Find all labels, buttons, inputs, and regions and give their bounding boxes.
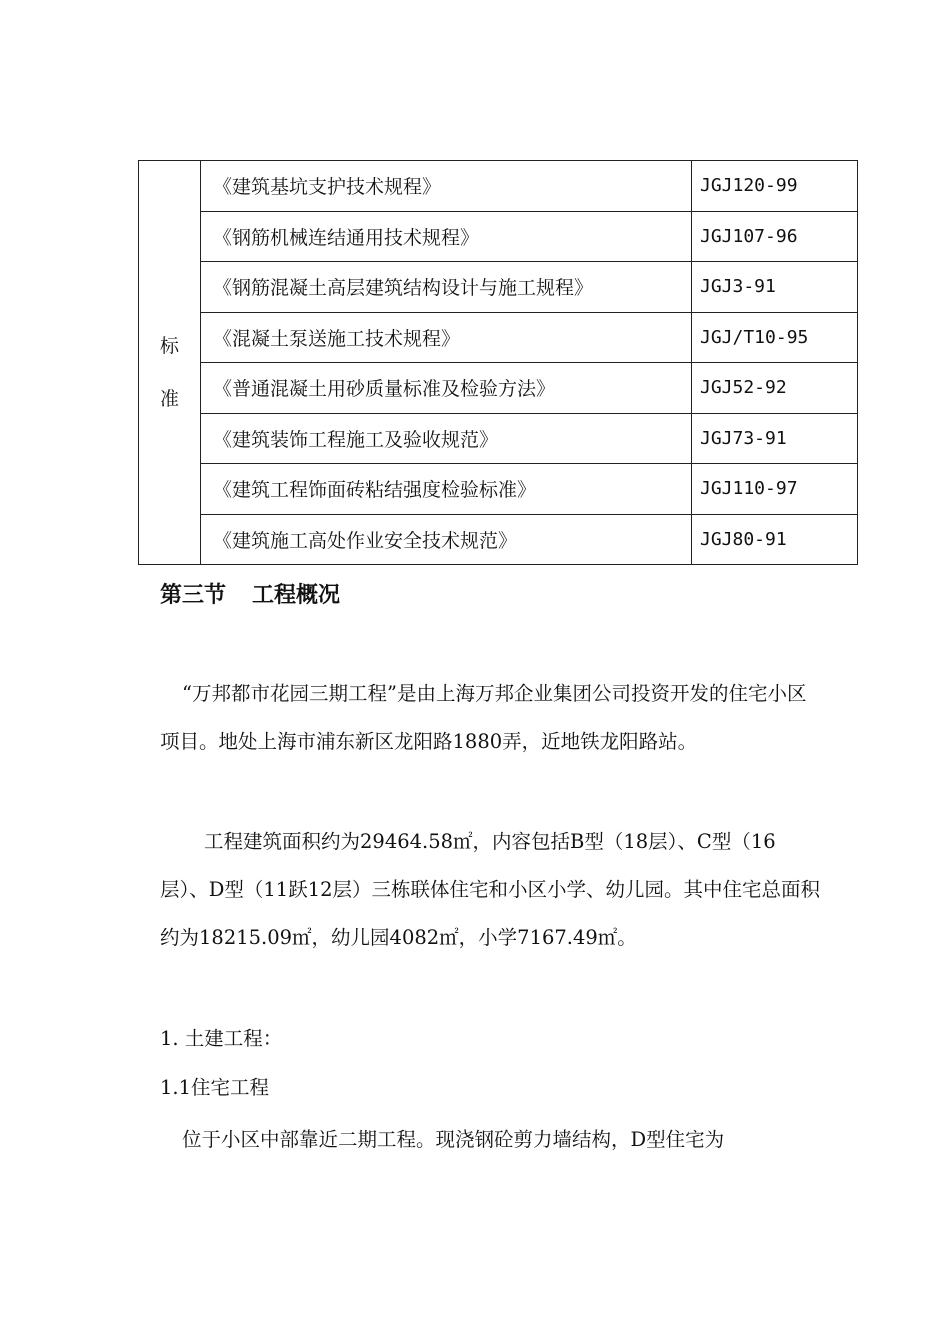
table-row xyxy=(139,514,858,565)
standard-code: JGJ/T10-95 xyxy=(692,312,858,363)
table-row xyxy=(139,262,858,313)
table-row xyxy=(139,363,858,414)
category-char: 准 xyxy=(159,387,179,410)
standard-code: JGJ120-99 xyxy=(692,161,858,212)
table-row xyxy=(139,312,858,363)
category-char: 标 xyxy=(159,334,179,357)
standard-name: 《钢筋机械连结通用技术规程》 xyxy=(201,211,692,262)
intro-paragraph: “万邦都市花园三期工程”是由上海万邦企业集团公司投资开发的住宅小区项目。地处上海市浦东新区龙阳路1880弄，近地铁龙阳路站。 xyxy=(160,682,807,753)
standard-name: 《建筑工程饰面砖粘结强度检验标准》 xyxy=(201,464,692,515)
residential-paragraph: 位于小区中部靠近二期工程。现浇钢砼剪力墙结构，D型住宅为 xyxy=(182,1128,725,1151)
section-number: 第三节 xyxy=(160,583,227,608)
standard-code: JGJ107-96 xyxy=(692,211,858,262)
standard-name: 《普通混凝土用砂质量标准及检验方法》 xyxy=(201,363,692,414)
civil-works-heading: 1. 土建工程： xyxy=(160,1027,283,1050)
standard-name: 《钢筋混凝土高层建筑结构设计与施工规程》 xyxy=(201,262,692,313)
standards-table xyxy=(138,160,858,565)
standard-name: 《建筑基坑支护技术规程》 xyxy=(201,161,692,212)
residential-heading: 1.1住宅工程 xyxy=(160,1076,270,1099)
standard-name: 《建筑施工高处作业安全技术规范》 xyxy=(201,514,692,565)
standard-code: JGJ73-91 xyxy=(692,413,858,464)
category-cell xyxy=(139,161,201,565)
section-heading xyxy=(160,578,340,609)
table-row xyxy=(139,464,858,515)
standard-name: 《建筑装饰工程施工及验收规范》 xyxy=(201,413,692,464)
table-row xyxy=(139,161,858,212)
table-row xyxy=(139,211,858,262)
standard-code: JGJ110-97 xyxy=(692,464,858,515)
standard-code: JGJ80-91 xyxy=(692,514,858,565)
section-title: 工程概况 xyxy=(252,583,341,608)
standard-code: JGJ52-92 xyxy=(692,363,858,414)
standard-name: 《混凝土泵送施工技术规程》 xyxy=(201,312,692,363)
standard-code: JGJ3-91 xyxy=(692,262,858,313)
table-row xyxy=(139,413,858,464)
area-paragraph: 工程建筑面积约为29464.58㎡，内容包括B型（18层）、C型（16层）、D型（11跃12层）三栋联体住宅和小区小学、幼儿园。其中住宅总面积约为18215.09㎡，幼儿园4082㎡，小学7167.49㎡。 xyxy=(160,830,821,949)
